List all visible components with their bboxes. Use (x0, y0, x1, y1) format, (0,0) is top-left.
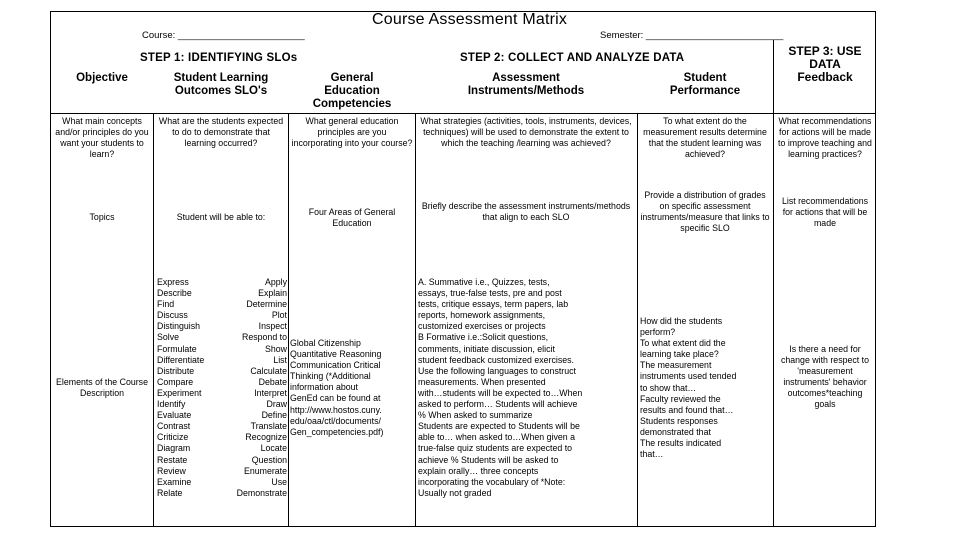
assessment-line: customized exercises or projects (418, 321, 546, 332)
assessment-line: asked to perform… Students will achieve (418, 399, 578, 410)
verb-row (157, 288, 287, 299)
topics-performance: Provide a distribution of grades on specific assessment instruments/measure that links to specific SLO (640, 190, 770, 233)
header-divider (50, 113, 876, 114)
performance-line: Students responses (640, 415, 718, 426)
gec-line: Quantitative Reasoning (290, 349, 382, 360)
assessment-line: Use the following languages to construct (418, 365, 576, 376)
page-title: Course Assessment Matrix (372, 11, 568, 28)
verb: Restate (157, 454, 188, 465)
verb: Distribute (157, 365, 195, 376)
assessment-line: comments, initiate discussion, elicit (418, 343, 555, 354)
verb-row (157, 355, 287, 366)
assessment-line: incorporating the vocabulary of *Note: (418, 476, 566, 487)
question-gec: What general education principles are you incorporating into your course? (291, 116, 413, 148)
performance-line: results and found that… (640, 404, 734, 415)
assessment-description (418, 277, 636, 499)
verb: Review (157, 465, 186, 476)
gec-line: edu/oaa/ctl/documents/ (290, 415, 381, 426)
assessment-line: explain orally… three concepts (418, 465, 539, 476)
performance-line: that… (640, 449, 664, 460)
verb: List (273, 354, 287, 365)
topics-gec: Four Areas of General Education (308, 207, 396, 228)
verb-row (157, 299, 287, 310)
question-assessment: What strategies (activities, tools, instruments, devices, techniques) will be used to demonstrate the extent to which the teaching /learning was achieved? (420, 116, 632, 148)
gec-line: Thinking (*Additional (290, 371, 371, 382)
verb-row (157, 388, 287, 399)
question-feedback: What recommendations for actions will be made to improve teaching and learning practices? (778, 116, 872, 159)
assessment-line: Usually not graded (418, 487, 492, 498)
verb: Relate (157, 487, 183, 498)
header-assessment: Assessment Instruments/Methods (467, 72, 585, 97)
elements-objective: Elements of the Course Description (56, 377, 148, 398)
col-divider (637, 113, 638, 527)
verb: Use (271, 476, 287, 487)
verb: Describe (157, 288, 192, 299)
assessment-line: essays, true-false tests, pre and post (418, 288, 562, 299)
elements-feedback: Is there a need for change with respect to 'measurement instruments' behavior outcomes*teaching goals (780, 344, 870, 409)
verb: Formulate (157, 343, 197, 354)
performance-line: demonstrated that (640, 426, 711, 437)
verb-row (157, 455, 287, 466)
topics-assessment: Briefly describe the assessment instruments/methods that align to each SLO (421, 201, 631, 222)
semester-field: Semester: __________________________ (600, 30, 784, 41)
verb: Express (157, 277, 189, 287)
gec-line: Communication Critical (290, 360, 381, 371)
verb-row (157, 432, 287, 443)
assessment-line: A. Summative i.e., Quizzes, tests, (418, 277, 550, 287)
performance-line: The results indicated (640, 438, 722, 449)
assessment-line: with…students will be expected to…When (418, 387, 583, 398)
verb: Translate (250, 421, 287, 432)
verb-row (157, 277, 287, 288)
verb: Define (261, 410, 287, 421)
performance-line: to show that… (640, 382, 697, 393)
verb: Respond to (242, 332, 287, 343)
verb-row (157, 377, 287, 388)
step1-heading: STEP 1: IDENTIFYING SLOs (140, 52, 298, 64)
gec-line: GenEd can be found at (290, 393, 381, 404)
performance-line: learning take place? (640, 349, 719, 360)
verb: Enumerate (243, 465, 287, 476)
verb: Distinguish (157, 321, 201, 332)
verb: Apply (264, 277, 287, 287)
verb: Demonstrate (236, 487, 287, 498)
topics-objective: Topics (89, 212, 115, 222)
verb: Show (264, 343, 287, 354)
header-gec: General Education Competencies (312, 72, 392, 110)
assessment-line: % When asked to summarize (418, 410, 533, 421)
performance-line: The measurement (640, 360, 712, 371)
question-objective: What main concepts and/or principles do you want your students to learn? (55, 116, 149, 159)
assessment-line: reports, homework assignments, (418, 310, 546, 321)
step3-heading: STEP 3: USE DATA Feedback (788, 44, 862, 84)
performance-line: instruments used tended (640, 371, 737, 382)
col-divider (415, 113, 416, 527)
verb: Identify (157, 399, 186, 410)
assessment-line: measurements. When presented (418, 376, 546, 387)
gec-line: http://www.hostos.cuny. (290, 404, 382, 415)
col-divider (288, 113, 289, 527)
col-divider (153, 113, 154, 527)
verb: Draw (266, 399, 287, 410)
assessment-line: true-false quiz students are expected to (418, 443, 573, 454)
verb: Solve (157, 332, 180, 343)
gec-line: information about (290, 382, 358, 393)
header-performance: Student Performance (669, 72, 741, 97)
verb: Find (157, 299, 175, 310)
verb-row (157, 410, 287, 421)
verb-row (157, 488, 287, 499)
course-field: Course: ________________________ (142, 30, 305, 41)
question-performance: To what extent do the measurement results determine that the student learning was achieved? (643, 116, 767, 159)
header-objective: Objective (76, 72, 128, 84)
verb-row (157, 332, 287, 343)
verb: Discuss (157, 310, 188, 321)
performance-line: How did the students (640, 316, 723, 326)
verb: Evaluate (157, 410, 192, 421)
topics-feedback: List recommendations for actions that will be made (781, 196, 869, 228)
performance-line: Faculty reviewed the (640, 393, 721, 404)
performance-line: perform? (640, 327, 676, 338)
assessment-line: tests, critique essays, term papers, lab (418, 299, 569, 310)
verb: Calculate (250, 365, 287, 376)
gec-list (290, 338, 414, 438)
performance-line: To what extent did the (640, 338, 726, 349)
verb: Determine (246, 299, 287, 310)
verb: Diagram (157, 443, 191, 454)
verb: Inspect (258, 321, 287, 332)
topics-slo: Student will be able to: (176, 212, 266, 222)
verb: Plot (271, 310, 287, 321)
assessment-line: B Formative i.e.:Solicit questions, (418, 332, 549, 343)
gec-line: Global Citizenship (290, 338, 361, 348)
verb-row (157, 366, 287, 377)
gec-line: Gen_competencies.pdf) (290, 426, 384, 437)
verb-row (157, 421, 287, 432)
verb: Question (251, 454, 287, 465)
verb: Examine (157, 476, 192, 487)
question-slo: What are the students expected to do to demonstrate that learning occurred? (158, 116, 284, 148)
verb: Interpret (254, 387, 287, 398)
assessment-line: student feedback customized exercises. (418, 354, 574, 365)
assessment-line: achieve % Students will be asked to (418, 454, 559, 465)
step2-heading: STEP 2: COLLECT AND ANALYZE DATA (460, 52, 685, 64)
header-slo: Student Learning Outcomes SLO's (173, 72, 269, 97)
performance-description (640, 316, 772, 460)
verb-row (157, 399, 287, 410)
verb: Contrast (157, 421, 191, 432)
verb-row (157, 466, 287, 477)
verb: Criticize (157, 432, 189, 443)
assessment-line: Students are expected to Students will be (418, 421, 580, 432)
verb: Locate (260, 443, 287, 454)
col-divider (773, 40, 774, 527)
assessment-line: able to… when asked to…When given a (418, 432, 575, 443)
verb: Differentiate (157, 354, 205, 365)
action-verbs-list (157, 277, 287, 499)
verb-row (157, 477, 287, 488)
verb-row (157, 321, 287, 332)
verb-row (157, 344, 287, 355)
verb-row (157, 310, 287, 321)
verb: Debate (258, 376, 287, 387)
verb: Explain (258, 288, 287, 299)
verb: Experiment (157, 387, 202, 398)
verb: Compare (157, 376, 194, 387)
verb: Recognize (245, 432, 287, 443)
verb-row (157, 443, 287, 454)
